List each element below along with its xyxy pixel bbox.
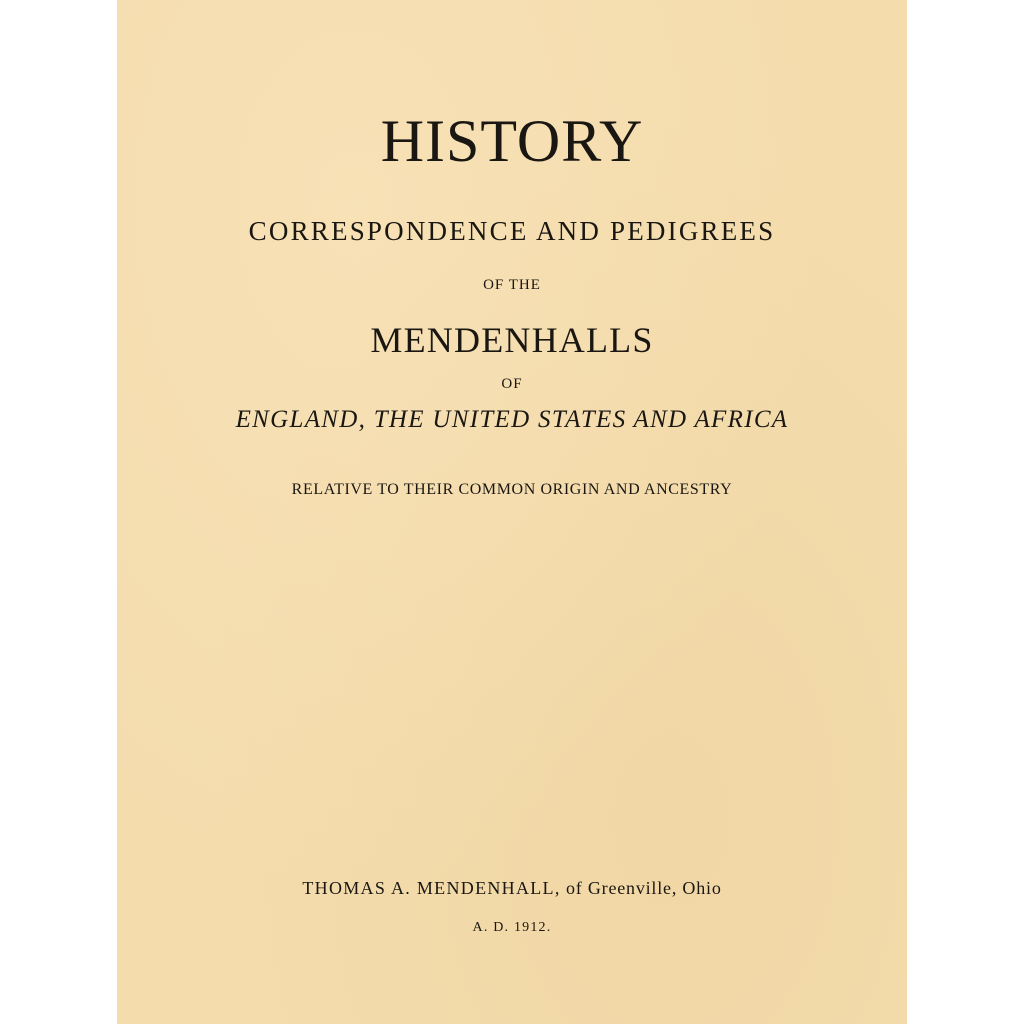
title-page [117, 0, 907, 1024]
author-line [117, 876, 907, 900]
author-name: THOMAS A. MENDENHALL, [302, 878, 561, 898]
of-label: OF [501, 376, 523, 392]
book-subtitle: CORRESPONDENCE AND PEDIGREES [248, 216, 776, 246]
family-name: MENDENHALLS [370, 320, 654, 360]
places-line: ENGLAND, THE UNITED STATES AND AFRICA [235, 406, 789, 433]
book-title: HISTORY [380, 108, 644, 174]
relative-line: RELATIVE TO THEIR COMMON ORIGIN AND ANCESTRY [291, 481, 733, 498]
publication-date: A. D. 1912. [472, 920, 552, 935]
author-location: of Greenville, Ohio [560, 878, 722, 898]
of-the-label: OF THE [483, 277, 541, 293]
